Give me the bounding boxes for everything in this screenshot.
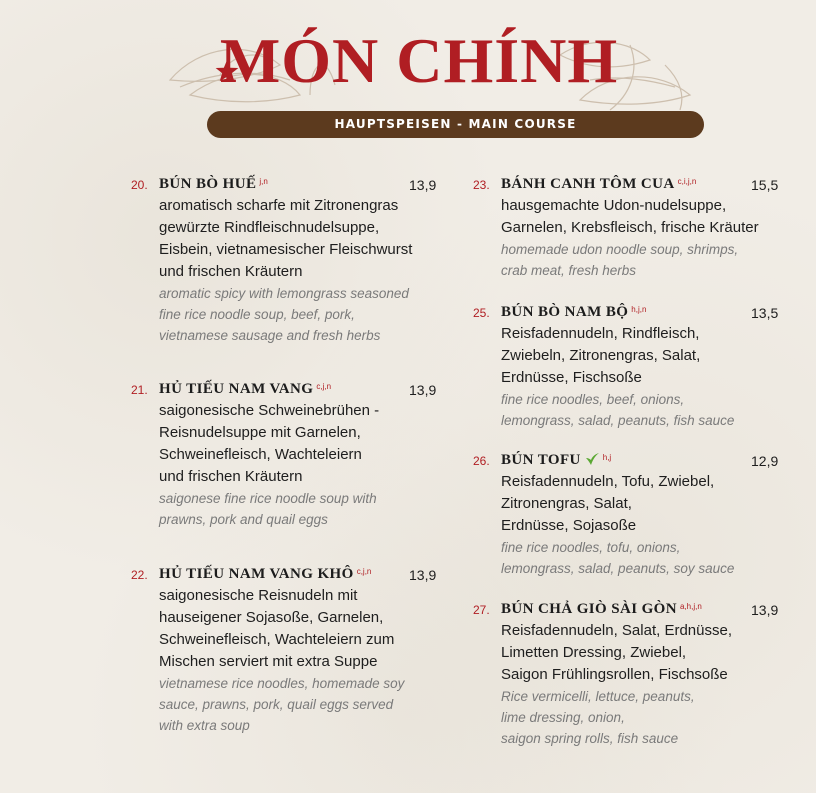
item-name: BÚN BÒ NAM BỘ $^{h,j,n}$ (501, 304, 647, 320)
item-number: 27. (473, 603, 490, 617)
item-number: 25. (473, 306, 490, 320)
allergen-codes: c,i,j,n (677, 177, 697, 186)
item-price: 13,9 (409, 382, 437, 398)
description-german: Reisfadennudeln, Salat, Erdnüsse, Limetten Dressing, Zwiebel, Saigon Frühlingsrollen, Fischsoße (501, 622, 732, 683)
item-number: 22. (131, 568, 148, 582)
description-german: saigonesische Schweinebrühen - Reisnudelsuppe mit Garnelen, Schweinefleisch, Wachteleiern und frischen Kräutern (159, 402, 380, 485)
menu-item-21 (131, 380, 449, 530)
allergen-codes: j,n (259, 177, 268, 186)
allergen-codes: c,j,n (316, 382, 332, 391)
item-number: 26. (473, 454, 490, 468)
item-price: 12,9 (751, 453, 779, 469)
menu-item-20 (131, 175, 449, 346)
description-german: hausgemachte Udon-nudelsuppe, Garnelen, Krebsfleisch, frische Kräuter (501, 197, 759, 236)
item-price: 13,5 (751, 305, 779, 321)
item-number: 20. (131, 178, 148, 192)
item-number: 23. (473, 178, 490, 192)
description-english: aromatic spicy with lemongrass seasoned fine rice noodle soup, beef, pork, vietnamese sausage and fresh herbs (159, 286, 409, 343)
allergen-codes: h,j,n (631, 305, 647, 314)
description-english: homemade udon noodle soup, shrimps, crab meat, fresh herbs (501, 242, 739, 278)
item-name: BÁNH CANH TÔM CUA $^{c,i,j,n}$ (501, 176, 697, 192)
page-header (0, 0, 816, 140)
menu-item-22 (131, 565, 449, 736)
description-german: Reisfadennudeln, Rindfleisch, Zwiebeln, Zitronengras, Salat, Erdnüsse, Fischsoße (501, 325, 701, 386)
page-title: MÓN CHÍNH (219, 25, 619, 96)
description-english: fine rice noodles, tofu, onions, lemongrass, salad, peanuts, soy sauce (501, 540, 735, 576)
vegan-icon (584, 451, 600, 467)
menu-item-25 (473, 303, 791, 431)
allergen-codes: h,j (602, 453, 612, 462)
allergen-codes: a,h,j,n (679, 602, 702, 611)
section-banner: HAUPTSPEISEN - MAIN COURSE (207, 111, 704, 138)
item-price: 13,9 (751, 602, 779, 618)
description-german: aromatisch scharfe mit Zitronengras gewürzte Rindfleischnudelsuppe, Eisbein, vietnamesischer Fleischwurst und frischen Kräutern (159, 197, 413, 280)
description-english: saigonese fine rice noodle soup with prawns, pork and quail eggs (159, 491, 377, 527)
description-english: fine rice noodles, beef, onions, lemongrass, salad, peanuts, fish sauce (501, 392, 735, 428)
menu-item-23 (473, 175, 791, 281)
menu-item-27 (473, 600, 791, 749)
item-name: BÚN CHẢ GIÒ SÀI GÒN $^{a,h,j,n}$ (501, 601, 702, 617)
item-price: 13,9 (409, 177, 437, 193)
item-name: HỦ TIẾU NAM VANG $^{c,j,n}$ (159, 381, 332, 397)
description-german: Reisfadennudeln, Tofu, Zwiebel, Zitronengras, Salat, Erdnüsse, Sojasoße (501, 473, 715, 534)
item-name: BÚN BÒ HUẾ $^{j,n}$ (159, 176, 268, 192)
item-price: 15,5 (751, 177, 779, 193)
item-number: 21. (131, 383, 148, 397)
description-english: Rice vermicelli, lettuce, peanuts, lime dressing, onion, saigon spring rolls, fish sauce (501, 689, 695, 746)
item-price: 13,9 (409, 567, 437, 583)
description-german: saigonesische Reisnudeln mit hauseigener Sojasoße, Garnelen, Schweinefleisch, Wachteleiern zum Mischen serviert mit extra Suppe (159, 587, 395, 670)
menu-item-26 (473, 451, 791, 579)
item-name: BÚN TOFU $^{h,j}$ (501, 452, 612, 468)
item-name: HỦ TIẾU NAM VANG KHÔ $^{c,j,n}$ (159, 566, 372, 582)
allergen-codes: c,j,n (356, 567, 372, 576)
description-english: vietnamese rice noodles, homemade soy sauce, prawns, pork, quail eggs served with extra soup (159, 676, 405, 733)
